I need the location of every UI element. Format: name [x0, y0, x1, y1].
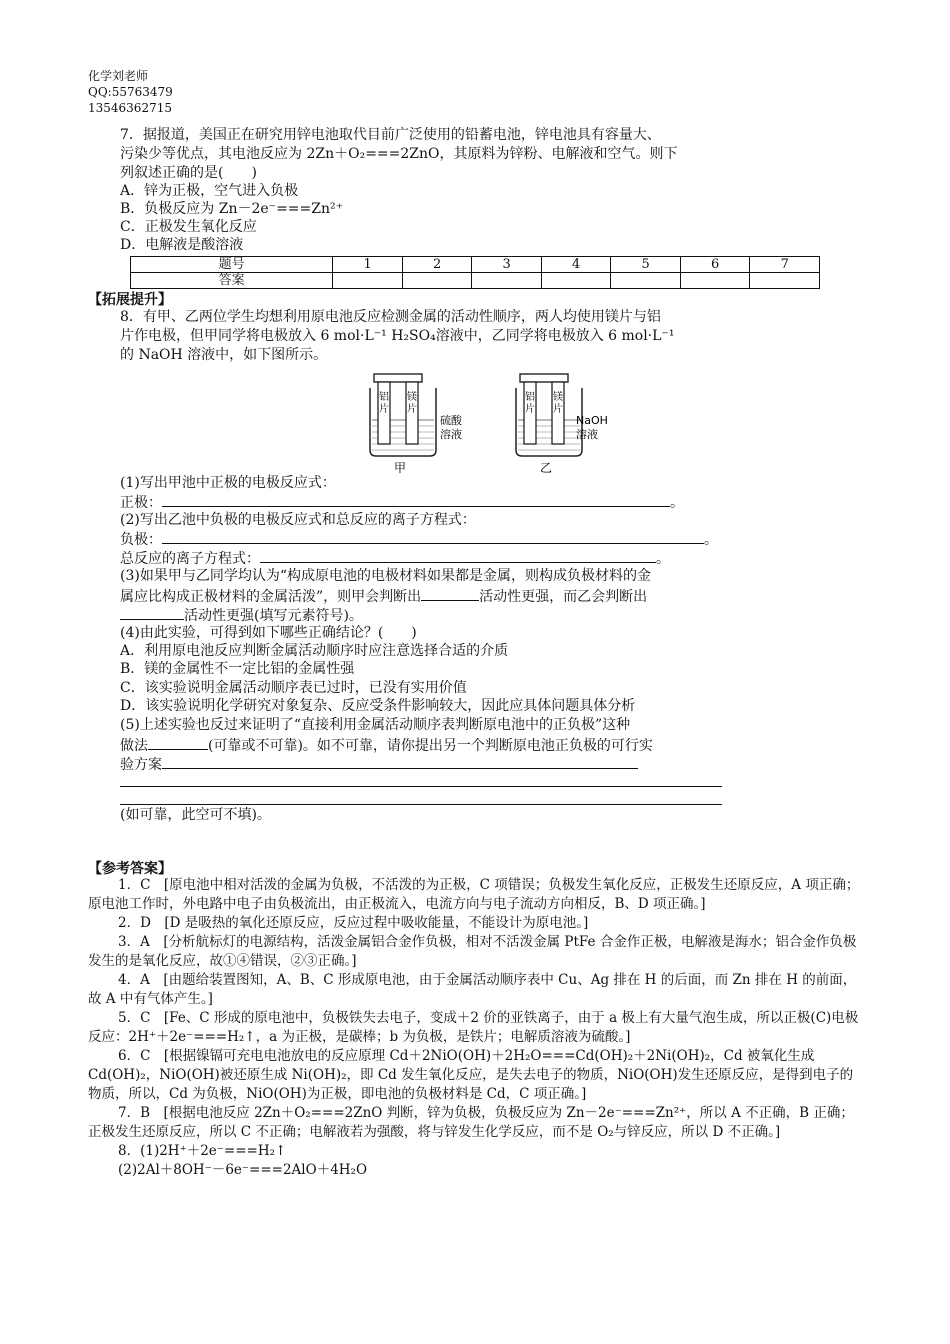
- label-yi: 乙: [539, 461, 553, 475]
- period: 。: [704, 532, 718, 548]
- q8-line2: 片作电极，但甲同学将电极放入 6 mol·L⁻¹ H₂SO₄溶液中，乙同学将电极放入 6 mol·L⁻¹: [120, 328, 675, 344]
- yi-element-blank[interactable]: [120, 605, 184, 620]
- teacher-header: [88, 68, 173, 116]
- part5-text-c: 验方案: [120, 757, 162, 773]
- answer-item: 3．A [分析航标灯的电源结构，活泼金属铝合金作负极，相对不活泼金属 PtFe 合金作正极，电解液是海水；铝合金作负极发生的是氧化反应，故①④错误，②③正确。]: [88, 934, 857, 969]
- q8-part4-option-a: A．利用原电池反应判断金属活动顺序时应注意选择合适的介质: [120, 643, 509, 659]
- answer-item: 1．C [原电池中相对活泼的金属为负极，不活泼的为正极，C 项错误；负极发生氧化反应，正极发生还原反应，A 项正确；原电池工作时，外电路中电子由负极流出，由正极流入，电流方向与电子流动方向相反，B、D 项正确。]: [88, 877, 860, 912]
- answer-list: [88, 876, 864, 1180]
- table-cell: 题号: [131, 257, 333, 273]
- q8-part4-option-c: C．该实验说明金属活动顺序表已过时，已没有实用价值: [120, 680, 467, 696]
- answer-table-answer-row: [131, 273, 820, 289]
- beaker-jia: [370, 374, 436, 456]
- label-al-yi-2: 片: [525, 404, 535, 415]
- header-name: 化学刘老师: [88, 69, 149, 83]
- label-mg-jia-2: 片: [407, 404, 417, 415]
- total-equation-blank[interactable]: [260, 548, 656, 563]
- label-mg-yi-1: 镁: [553, 392, 563, 403]
- q8-part3-line3: [120, 605, 363, 626]
- q8-part2: (2)写出乙池中负极的电极反应式和总反应的离子方程式：: [120, 512, 476, 528]
- answer-item: (2)2Al＋8OH⁻－6e⁻===2AlO＋4H₂O: [118, 1162, 368, 1178]
- label-acid-1: 硫酸: [440, 414, 462, 427]
- answer-cell-3[interactable]: [472, 273, 542, 289]
- label-acid-2: 溶液: [440, 428, 462, 441]
- part5-text-a: 做法: [120, 738, 148, 754]
- q8-line1: 8．有甲、乙两位学生均想利用原电池反应检测金属的活动性顺序，两人均使用镁片与铝: [120, 309, 661, 325]
- label-naoh-1: NaOH: [576, 414, 608, 427]
- q8-part2-negative: [120, 529, 718, 550]
- answer-cell-7[interactable]: [750, 273, 820, 289]
- answer-item: 6．C [根据镍镉可充电电池放电的反应原理 Cd＋2NiO(OH)＋2H₂O===Cd(OH)₂＋2Ni(OH)₂，Cd 被氧化生成 Cd(OH)₂，NiO(OH)被还原生成 Ni(OH)₂，即 Cd 发生氧化反应，是失去电子的物质，NiO(OH)发生还原反应，是得到电子的物质，所以，Cd 为负极，NiO(OH)为正极，即电池的负极材料是 Cd，C 项正确。]: [88, 1048, 854, 1102]
- answer-item: 4．A [由题给装置图知，A、B、C 形成原电池，由于金属活动顺序表中 Cu、Ag 排在 H 的后面，而 Zn 排在 H 的前面，故 A 中有气体产生。]: [88, 972, 857, 1007]
- negative-electrode-blank[interactable]: [162, 529, 704, 544]
- negative-electrode-label: 负极：: [120, 532, 162, 548]
- label-mg-yi-2: 片: [553, 404, 563, 415]
- total-equation-label: 总反应的离子方程式：: [120, 551, 260, 567]
- header-phone: 13546362715: [88, 101, 172, 115]
- answer-cell-2[interactable]: [402, 273, 472, 289]
- header-qq: QQ:55763479: [88, 85, 173, 99]
- table-cell: 3: [472, 257, 542, 273]
- q7-option-b: B．负极反应为 Zn－2e⁻===Zn²⁺: [120, 201, 344, 217]
- answer-cell-4[interactable]: [541, 273, 611, 289]
- label-jia: 甲: [393, 461, 407, 475]
- part5-text-b: (可靠或不可靠)。如不可靠，请你提出另一个判断原电池正负极的可行实: [208, 738, 653, 754]
- part3-text-a: 属应比构成正极材料的金属活泼”，则甲会判断出: [120, 589, 422, 605]
- answer-cell-5[interactable]: [611, 273, 681, 289]
- q8-part4: (4)由此实验，可得到如下哪些正确结论？( ): [120, 625, 417, 641]
- table-cell: 4: [541, 257, 611, 273]
- section-answers-title: 【参考答案】: [88, 861, 172, 877]
- period: 。: [670, 495, 684, 511]
- positive-electrode-label: 正极：: [120, 495, 162, 511]
- part3-text-b: 活动性更强，而乙会判断出: [479, 589, 648, 605]
- q8-part2-total: [120, 548, 670, 569]
- q7-option-c: C．正极发生氧化反应: [120, 219, 257, 235]
- q7-line3: 列叙述正确的是( ): [120, 165, 257, 181]
- label-al-yi-1: 铝: [525, 392, 535, 403]
- label-al-jia-1: 铝: [379, 392, 389, 403]
- galvanic-cells-figure: [360, 360, 620, 480]
- table-cell: 2: [402, 257, 472, 273]
- table-cell: 5: [611, 257, 681, 273]
- period: 。: [656, 551, 670, 567]
- q8-part5-line1: (5)上述实验也反过来证明了“直接利用金属活动顺序表判断原电池中的正负极”这种: [120, 717, 631, 733]
- q8-part5-line3: [120, 754, 638, 775]
- q8-line3: 的 NaOH 溶液中，如下图所示。: [120, 347, 328, 363]
- part3-text-c: 活动性更强(填写元素符号)。: [184, 608, 363, 624]
- q8-part5-line2: [120, 735, 653, 756]
- q7-line1: 7．据报道，美国正在研究用锌电池取代目前广泛使用的铅蓄电池，锌电池具有容量大、: [120, 127, 661, 143]
- answer-cell-6[interactable]: [680, 273, 750, 289]
- q7-option-d: D．电解液是酸溶液: [120, 237, 244, 253]
- answer-table-header-row: [131, 257, 820, 273]
- q8-part4-option-d: D．该实验说明化学研究对象复杂、反应受条件影响较大，因此应具体问题具体分析: [120, 698, 636, 714]
- experiment-plan-blank[interactable]: [162, 754, 638, 769]
- experiment-plan-blank-3[interactable]: [120, 804, 722, 805]
- label-al-jia-2: 片: [379, 404, 389, 415]
- beaker-yi: [516, 374, 582, 456]
- q8-part1-answer: [120, 492, 684, 513]
- table-cell: 1: [333, 257, 403, 273]
- section-extension-title: 【拓展提升】: [88, 292, 172, 308]
- jia-element-blank[interactable]: [421, 586, 479, 601]
- q8-part4-option-b: B．镁的金属性不一定比铝的金属性强: [120, 661, 355, 677]
- table-cell: 7: [750, 257, 820, 273]
- q8-part5-note: (如可靠，此空可不填)。: [120, 807, 271, 823]
- label-mg-jia-1: 镁: [407, 392, 417, 403]
- experiment-plan-blank-2[interactable]: [120, 786, 722, 787]
- answer-item: 5．C [Fe、C 形成的原电池中，负极铁失去电子，变成＋2 价的亚铁离子，由于 a 极上有大量气泡生成，所以正极(C)电极反应：2H⁺＋2e⁻===H₂↑，a 为正极，是碳棒；b 为负极，是铁片；电解质溶液为硫酸。]: [88, 1010, 859, 1045]
- q8-part3-line1: (3)如果甲与乙同学均认为“构成原电池的电极材料如果都是金属，则构成负极材料的金: [120, 568, 651, 584]
- answer-item: 2．D [D 是吸热的氧化还原反应，反应过程中吸收能量，不能设计为原电池。]: [118, 915, 589, 931]
- answer-cell-1[interactable]: [333, 273, 403, 289]
- q7-option-a: A．锌为正极，空气进入负极: [120, 183, 299, 199]
- reliability-blank[interactable]: [148, 735, 208, 750]
- q8-part1: (1)写出甲池中正极的电极反应式：: [120, 475, 336, 491]
- answer-table: [130, 256, 820, 289]
- table-cell: 答案: [131, 273, 333, 289]
- q7-line2: 污染少等优点，其电池反应为 2Zn＋O₂===2ZnO，其原料为锌粉、电解液和空气。则下: [120, 146, 678, 162]
- answer-item: 7．B [根据电池反应 2Zn＋O₂===2ZnO 判断，锌为负极，负极反应为 Zn－2e⁻===Zn²⁺，所以 A 不正确，B 正确；正极发生还原反应，所以 C 不正确；电解液若为强酸，将与锌发生化学反应，而不是 O₂与锌反应，所以 D 不正确。]: [88, 1105, 854, 1140]
- label-naoh-2: 溶液: [576, 428, 598, 441]
- positive-electrode-blank[interactable]: [162, 492, 670, 507]
- answer-item: 8．(1)2H⁺＋2e⁻===H₂↑: [118, 1143, 287, 1159]
- q8-part3-line2: [120, 586, 647, 607]
- table-cell: 6: [680, 257, 750, 273]
